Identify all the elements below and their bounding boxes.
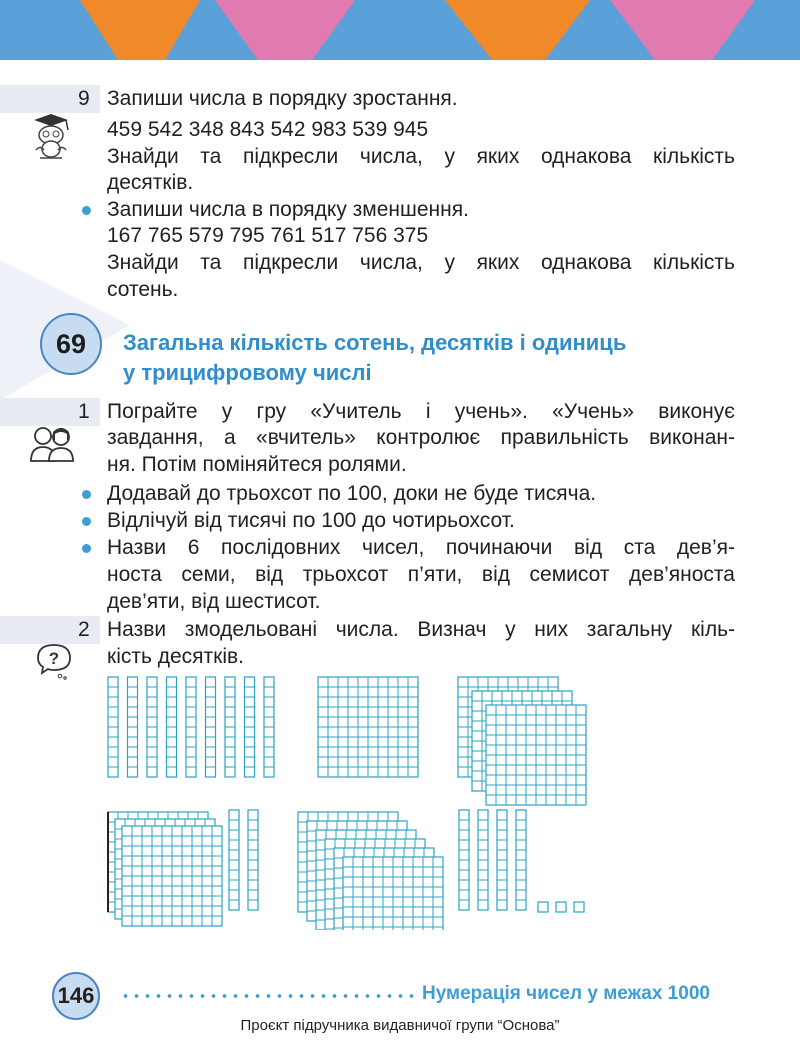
publisher-note: Проєкт підручника видавничої групи “Основа”	[240, 1017, 560, 1034]
task1-bullet3-line2: носта семи, від трьохсот п’яти, від семисот дев’яноста	[107, 563, 735, 586]
task9-bullet-instruction: Запиши числа в порядку зменшення.	[107, 198, 469, 221]
page-number: 146	[52, 972, 100, 1020]
lesson-title	[123, 328, 626, 388]
ten-rod	[206, 677, 216, 777]
task2-line2: кість десятків.	[107, 645, 245, 668]
svg-text:?: ?	[48, 649, 60, 668]
task9-bullet-subtask-end: сотень.	[107, 278, 179, 301]
task9-bullet-numbers: 167 765 579 795 761 517 756 375	[107, 224, 429, 247]
task1-line2: завдання, а «вчитель» контролює правильність виконан-	[107, 426, 735, 449]
ten-rod	[264, 677, 274, 777]
ten-rod	[225, 677, 235, 777]
task1-line1: Пограйте у гру «Учитель і учень». «Учень» виконує	[107, 400, 735, 423]
task2-line1: Назви змодельовані числа. Визнач у них загальну кіль-	[107, 618, 735, 641]
ten-rod	[497, 810, 507, 910]
task1-bullet3-line3: дев’яти, від шестисот.	[107, 590, 321, 613]
ten-rod	[245, 677, 255, 777]
ten-rod	[108, 677, 118, 777]
hundred-flat	[486, 705, 586, 805]
task1-bullet1: Додавай до трьохсот по 100, доки не буде тисяча.	[107, 482, 597, 505]
task1-bullet2: Відлічуй від тисячі по 100 до чотирьохсот.	[107, 509, 515, 532]
ten-rod	[459, 810, 469, 910]
task1-line3: ня. Потім поміняйтеся ролями.	[107, 453, 407, 476]
task1-bullet3-line1: Назви 6 послідовних чисел, починаючи від ста дев’я-	[107, 536, 735, 559]
ten-rod	[229, 810, 239, 910]
ten-rod	[147, 677, 157, 777]
lesson-title-line2: у трицифровому числі	[123, 360, 372, 385]
top-banner	[0, 0, 800, 60]
bullet-dot	[82, 206, 91, 215]
task-number: 1	[78, 400, 90, 423]
hundred-flat	[318, 677, 418, 777]
pair-work-icon	[28, 423, 76, 465]
task9-instruction: Запиши числа в порядку зростання.	[107, 87, 458, 110]
hundred-flat	[122, 826, 222, 926]
section-title: Нумерація чисел у межах 1000	[422, 983, 710, 1004]
bullet-dot	[82, 490, 91, 499]
lesson-number-badge: 69	[40, 313, 102, 375]
ten-rod	[128, 677, 138, 777]
ten-rod	[516, 810, 526, 910]
dotted-leader	[120, 994, 415, 998]
ten-rod	[167, 677, 177, 777]
ten-rod	[186, 677, 196, 777]
task9-numbers: 459 542 348 843 542 983 539 945	[107, 118, 429, 141]
task-number: 2	[78, 618, 90, 641]
ten-rod	[248, 810, 258, 910]
owl-graduate-icon	[26, 110, 76, 160]
one-cube	[574, 902, 584, 912]
task-number: 9	[78, 87, 90, 110]
task9-subtask-end: десятків.	[107, 171, 194, 194]
task9-bullet-subtask: Знайди та підкресли числа, у яких однакова кількість	[107, 251, 735, 274]
task9-subtask: Знайди та підкресли числа, у яких однакова кількість	[107, 145, 735, 168]
lesson-title-line1: Загальна кількість сотень, десятків і одиниць	[123, 330, 627, 355]
one-cube	[538, 902, 548, 912]
ten-rod	[478, 810, 488, 910]
one-cube	[556, 902, 566, 912]
bullet-dot	[82, 544, 91, 553]
bullet-dot	[82, 517, 91, 526]
base-ten-blocks	[0, 660, 800, 930]
hundred-flat	[343, 857, 443, 930]
